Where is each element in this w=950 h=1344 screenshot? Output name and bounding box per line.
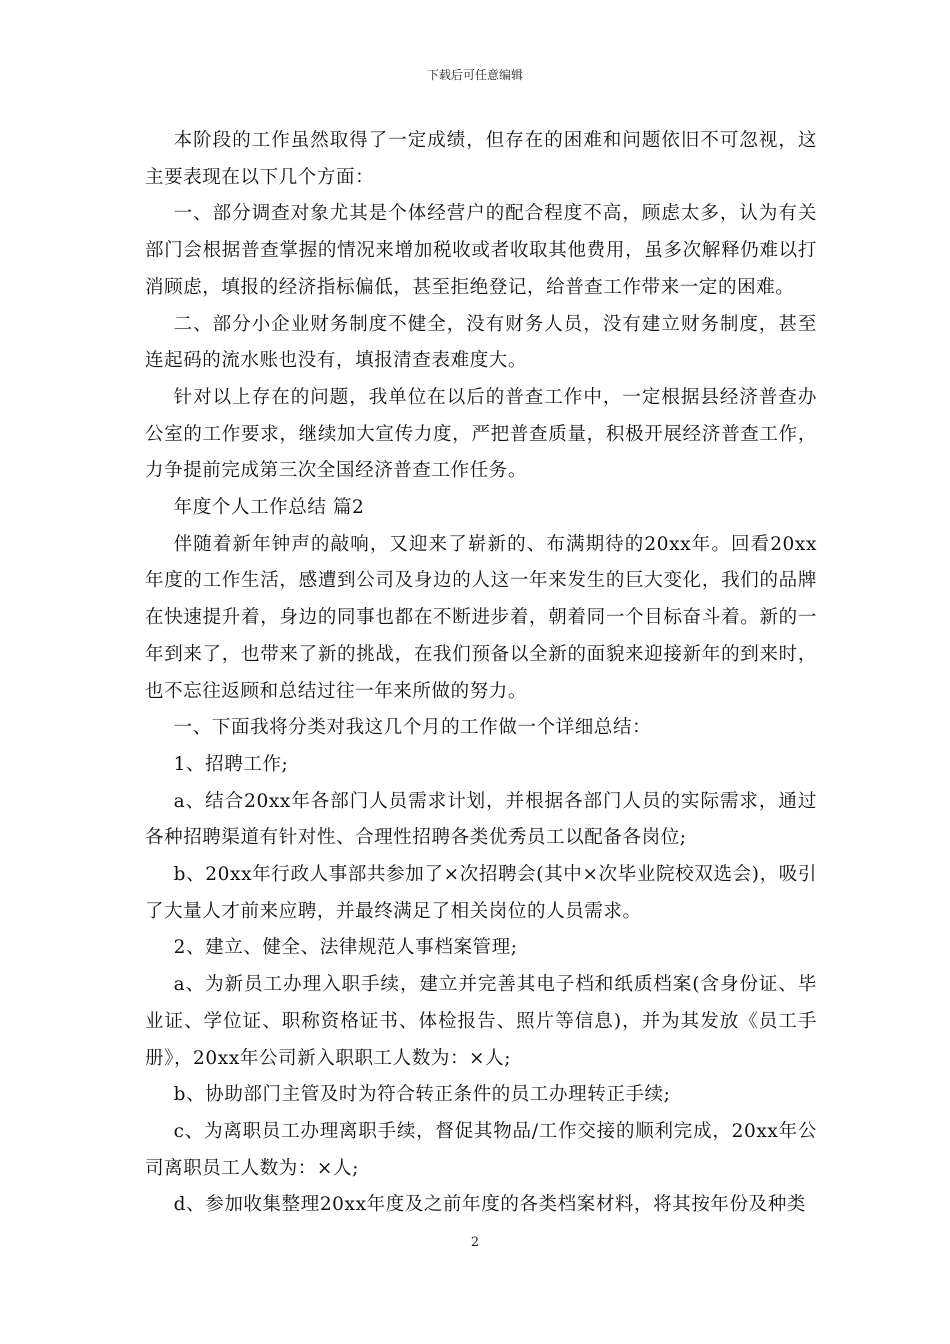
paragraph: 针对以上存在的问题，我单位在以后的普查工作中，一定根据县经济普查办公室的工作要求，继续加大宣传力度，严把普查质量，积极开展经济普查工作，力争提前完成第三次全国经济普查工作任务。 xyxy=(145,386,817,482)
paragraph: 伴随着新年钟声的敲响，又迎来了崭新的、布满期待的20xx年。回看20xx年度的工作生活，感遭到公司及身边的人这一年来发生的巨大变化，我们的品牌在快速提升着，身边的同事也都在不断进步着，朝着同一个目标奋斗着。新的一年到来了，也带来了新的挑战，在我们预备以全新的面貌来迎接新年的到来时，也不忘往返顾和总结过往一年来所做的努力。 xyxy=(145,533,817,702)
paragraph: 2、建立、健全、法律规范人事档案管理; xyxy=(173,937,518,959)
paragraph: 一、部分调查对象尤其是个体经营户的配合程度不高，顾虑太多，认为有关部门会根据普查掌握的情况来增加税收或者收取其他费用，虽多次解释仍难以打消顾虑，填报的经济指标偏低，甚至拒绝登记，给普查工作带来一定的困难。 xyxy=(145,203,817,298)
paragraph: 本阶段的工作虽然取得了一定成绩，但存在的困难和问题依旧不可忽视，这主要表现在以下几个方面： xyxy=(145,130,817,188)
page-number: 2 xyxy=(470,1235,480,1250)
section-heading: 年度个人工作总结 篇2 xyxy=(173,497,365,519)
paragraph: a、为新员工办理入职手续，建立并完善其电子档和纸质档案(含身份证、毕业证、学位证、职称资格证书、体检报告、照片等信息)，并为其发放《员工手册》，20xx年公司新入职职工人数为：×人; xyxy=(145,974,817,1069)
paragraph: 一、下面我将分类对我这几个月的工作做一个详细总结： xyxy=(173,717,652,739)
paragraph: d、参加收集整理20xx年度及之前年度的各类档案材料，将其按年份及种类 xyxy=(173,1194,806,1216)
paragraph: 二、部分小企业财务制度不健全，没有财务人员，没有建立财务制度，甚至连起码的流水账也没有，填报清查表难度大。 xyxy=(145,313,817,372)
paragraph: 1、招聘工作; xyxy=(173,753,289,775)
paragraph: b、协助部门主管及时为符合转正条件的员工办理转正手续; xyxy=(173,1084,671,1106)
paragraph: a、结合20xx年各部门人员需求计划，并根据各部门人员的实际需求，通过各种招聘渠道有针对性、合理性招聘各类优秀员工以配备各岗位; xyxy=(145,790,817,849)
page-header: 下载后可任意编辑 xyxy=(426,68,523,82)
paragraph: b、20xx年行政人事部共参加了×次招聘会(其中×次毕业院校双选会)，吸引了大量人才前来应聘，并最终满足了相关岗位的人员需求。 xyxy=(145,864,817,922)
paragraph: c、为离职员工办理离职手续，督促其物品/工作交接的顺利完成，20xx年公司离职员工人数为：×人; xyxy=(145,1120,817,1179)
document-body xyxy=(145,123,817,1224)
